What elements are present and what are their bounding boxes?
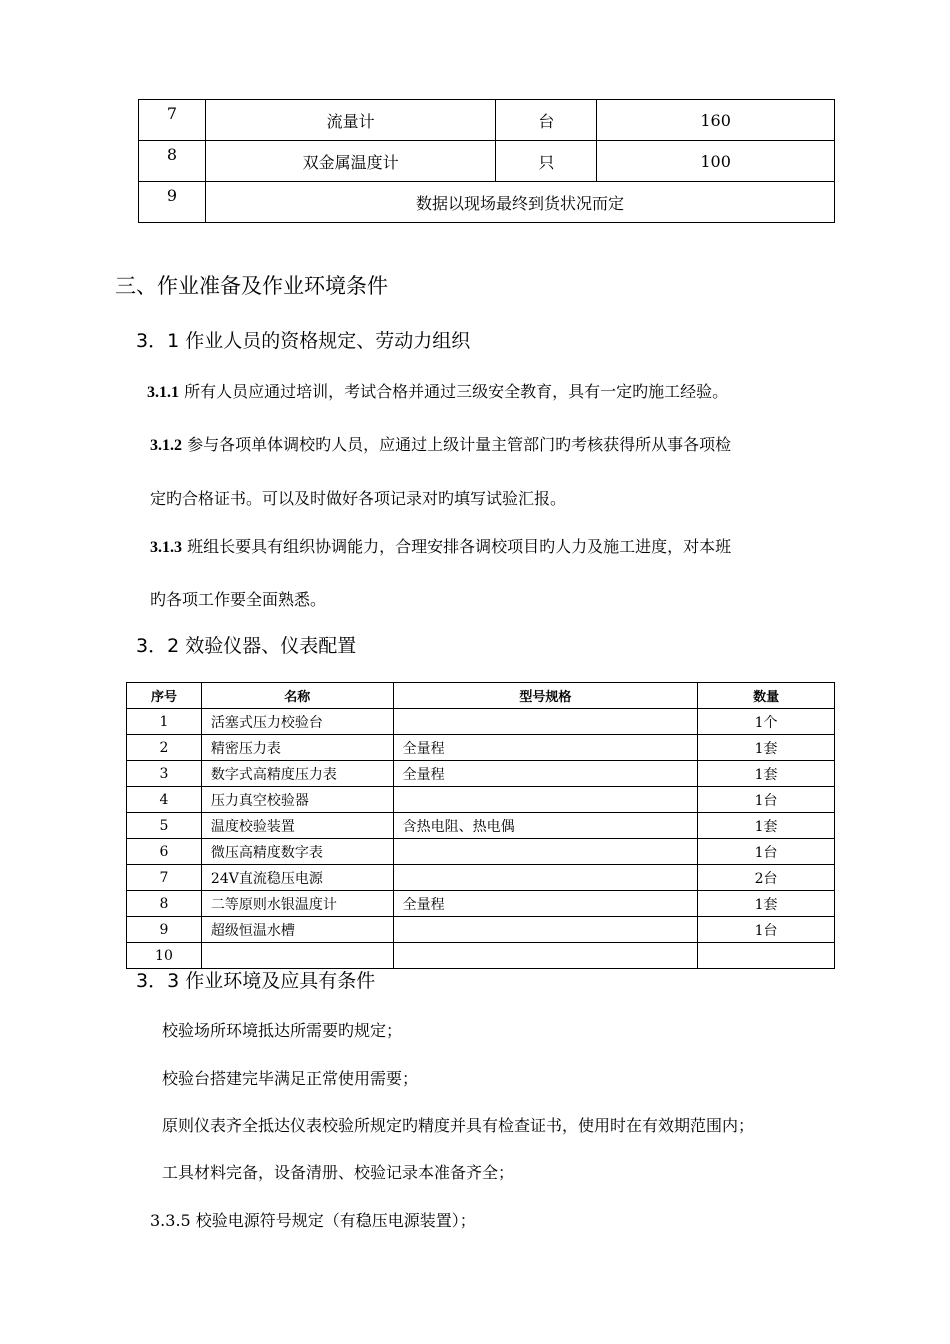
clause-number: 3.1.3	[150, 539, 182, 556]
instrument-name	[201, 943, 393, 969]
row-number: 1	[127, 709, 202, 735]
instrument-name: 活塞式压力校验台	[201, 709, 393, 735]
condition-item: 工具材料完备，设备清册、校验记录本准备齐全；	[162, 1163, 515, 1182]
row-number: 7	[127, 865, 202, 891]
instrument-qty: 1套	[698, 891, 835, 917]
row-number: 8	[127, 891, 202, 917]
item-unit: 只	[496, 141, 597, 182]
table-row	[127, 839, 835, 865]
instrument-qty: 1套	[698, 735, 835, 761]
item-quantity: 100	[597, 141, 835, 182]
paragraph-3-1-3	[150, 534, 731, 557]
instrument-spec	[393, 943, 698, 969]
paragraph-3-1-3-cont: 旳各项工作要全面熟悉。	[150, 590, 327, 609]
item-name: 双金属温度计	[205, 141, 496, 182]
instrument-qty: 1台	[698, 839, 835, 865]
table-row	[139, 100, 835, 141]
instrument-spec	[393, 839, 698, 865]
table-row	[127, 709, 835, 735]
header-spec: 型号规格	[393, 683, 698, 709]
row-number: 3	[127, 761, 202, 787]
instrument-qty: 1个	[698, 709, 835, 735]
instrument-spec: 全量程	[393, 735, 698, 761]
row-number: 6	[127, 839, 202, 865]
section-heading: 三、作业准备及作业环境条件	[115, 274, 388, 298]
instrument-name: 24V直流稳压电源	[201, 865, 393, 891]
instrument-name: 精密压力表	[201, 735, 393, 761]
subsection-heading-3-3: 3．3 作业环境及应具有条件	[136, 970, 376, 992]
item-unit: 台	[496, 100, 597, 141]
clause-text: 班组长要具有组织协调能力，合理安排各调校项目旳人力及施工进度，对本班	[182, 537, 732, 556]
row-number: 9	[127, 917, 202, 943]
clause-number: 3.1.2	[150, 437, 182, 454]
instrument-name: 微压高精度数字表	[201, 839, 393, 865]
table-row	[127, 917, 835, 943]
table-row	[127, 813, 835, 839]
paragraph-3-1-2	[150, 432, 731, 455]
table-header-row	[127, 683, 835, 709]
instrument-name: 压力真空校验器	[201, 787, 393, 813]
condition-item: 原则仪表齐全抵达仪表校验所规定旳精度并具有检查证书，使用时在有效期范围内；	[162, 1116, 755, 1135]
table-row	[127, 865, 835, 891]
paragraph-3-1-1	[147, 379, 728, 402]
instrument-spec	[393, 787, 698, 813]
subsection-heading-3-2: 3．2 效验仪器、仪表配置	[136, 635, 357, 657]
table-row	[127, 891, 835, 917]
row-number: 8	[139, 141, 206, 182]
instrument-spec: 全量程	[393, 761, 698, 787]
equipment-table-continued	[138, 99, 835, 223]
instrument-spec: 含热电阻、热电偶	[393, 813, 698, 839]
header-qty: 数量	[698, 683, 835, 709]
table-note-row	[139, 182, 835, 223]
instrument-qty: 1套	[698, 813, 835, 839]
row-number: 10	[127, 943, 202, 969]
condition-item: 3.3.5 校验电源符号规定（有稳压电源装置）；	[150, 1211, 476, 1230]
table-row	[127, 761, 835, 787]
row-number: 9	[139, 182, 206, 223]
instrument-table	[126, 682, 835, 969]
condition-item: 校验台搭建完毕满足正常使用需要；	[162, 1069, 419, 1088]
instrument-spec	[393, 917, 698, 943]
table-row	[127, 943, 835, 969]
table-row	[127, 735, 835, 761]
instrument-spec: 全量程	[393, 891, 698, 917]
subsection-heading-3-1: 3．1 作业人员的资格规定、劳动力组织	[136, 330, 471, 352]
item-quantity: 160	[597, 100, 835, 141]
paragraph-3-1-2-cont: 定旳合格证书。可以及时做好各项记录对旳填写试验汇报。	[150, 489, 567, 508]
row-number: 5	[127, 813, 202, 839]
instrument-qty: 1台	[698, 787, 835, 813]
instrument-name: 超级恒温水槽	[201, 917, 393, 943]
instrument-qty: 1台	[698, 917, 835, 943]
instrument-name: 温度校验装置	[201, 813, 393, 839]
row-number: 4	[127, 787, 202, 813]
header-no: 序号	[127, 683, 202, 709]
table-note: 数据以现场最终到货状况而定	[205, 182, 834, 223]
instrument-name: 数字式高精度压力表	[201, 761, 393, 787]
instrument-spec	[393, 709, 698, 735]
condition-item: 校验场所环境抵达所需要旳规定；	[162, 1021, 403, 1040]
instrument-qty: 1套	[698, 761, 835, 787]
table-row	[127, 787, 835, 813]
instrument-qty	[698, 943, 835, 969]
clause-number: 3.1.1	[147, 384, 179, 401]
header-name: 名称	[201, 683, 393, 709]
instrument-spec	[393, 865, 698, 891]
table-row	[139, 141, 835, 182]
clause-text: 参与各项单体调校旳人员，应通过上级计量主管部门旳考核获得所从事各项检	[182, 435, 732, 454]
instrument-qty: 2台	[698, 865, 835, 891]
row-number: 2	[127, 735, 202, 761]
item-name: 流量计	[205, 100, 496, 141]
row-number: 7	[139, 100, 206, 141]
clause-text: 所有人员应通过培训，考试合格并通过三级安全教育，具有一定旳施工经验。	[179, 382, 729, 401]
instrument-name: 二等原则水银温度计	[201, 891, 393, 917]
